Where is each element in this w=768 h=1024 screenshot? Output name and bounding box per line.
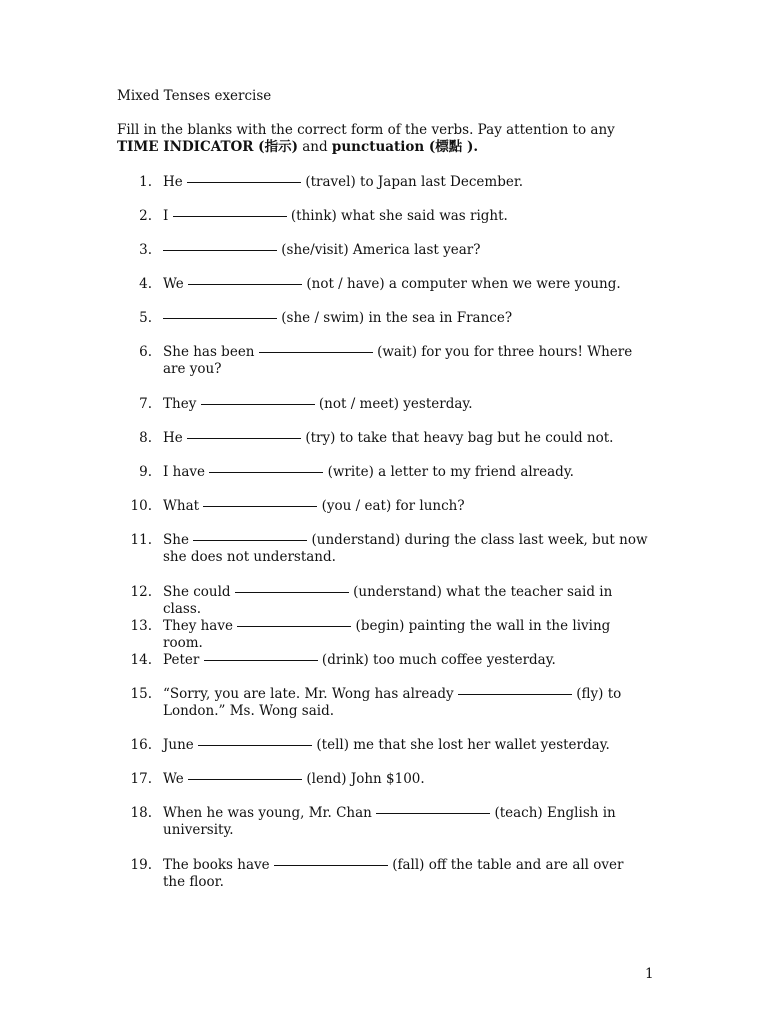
- instructions-text-2: and: [297, 139, 332, 155]
- answer-blank[interactable]: [163, 318, 277, 319]
- question-text: (she / swim) in the sea in France?: [163, 310, 648, 327]
- question-number: 5.: [139, 310, 152, 326]
- question-text: June (tell) me that she lost her wallet yesterday.: [163, 737, 610, 753]
- question-number: 13.: [130, 618, 152, 634]
- answer-blank[interactable]: [235, 592, 349, 593]
- punctuation-label: punctuation (標點 ).: [331, 139, 479, 155]
- question-text: She could (understand) what the teacher said in class.: [163, 584, 613, 617]
- question-text: They (not / meet) yesterday.: [163, 396, 473, 412]
- question-text: He (travel) to Japan last December.: [163, 174, 524, 190]
- question-number: 9.: [139, 464, 152, 480]
- question-text: What (you / eat) for lunch?: [163, 498, 465, 514]
- question-text: The books have (fall) off the table and are all over the floor.: [163, 857, 624, 890]
- question-text: “Sorry, you are late. Mr. Wong has already (fly) to London.” Ms. Wong said.: [163, 686, 622, 719]
- question-text: Peter (drink) too much coffee yesterday.: [163, 652, 556, 668]
- answer-blank[interactable]: [187, 438, 301, 439]
- worksheet-title: Mixed Tenses exercise: [117, 88, 272, 104]
- question-number: 16.: [130, 737, 152, 753]
- page-number: 1: [645, 966, 654, 982]
- answer-blank[interactable]: [173, 216, 287, 217]
- question-text: He (try) to take that heavy bag but he could not.: [163, 430, 614, 446]
- question-number: 10.: [130, 498, 152, 514]
- question-number: 4.: [139, 276, 152, 292]
- answer-blank[interactable]: [259, 352, 373, 353]
- answer-blank[interactable]: [203, 506, 317, 507]
- question-number: 15.: [130, 686, 152, 702]
- question-number: 7.: [139, 396, 152, 412]
- question-number: 14.: [130, 652, 152, 668]
- answer-blank[interactable]: [198, 745, 312, 746]
- question-number: 17.: [130, 771, 152, 787]
- question-number: 2.: [139, 208, 152, 224]
- answer-blank[interactable]: [188, 284, 302, 285]
- question-text: I (think) what she said was right.: [163, 208, 508, 224]
- answer-blank[interactable]: [237, 626, 351, 627]
- question-number: 18.: [130, 805, 152, 821]
- question-number: 3.: [139, 242, 152, 258]
- question-text: They have (begin) painting the wall in the living room.: [163, 618, 611, 651]
- answer-blank[interactable]: [201, 404, 315, 405]
- question-text: When he was young, Mr. Chan (teach) English in university.: [163, 805, 616, 838]
- answer-blank[interactable]: [188, 779, 302, 780]
- question-text: (she/visit) America last year?: [163, 242, 648, 259]
- instructions-text-1: Fill in the blanks with the correct form of the verbs. Pay attention to any: [117, 122, 615, 138]
- answer-blank[interactable]: [274, 865, 388, 866]
- question-number: 12.: [130, 584, 152, 600]
- answer-blank[interactable]: [163, 250, 277, 251]
- time-indicator-label: TIME INDICATOR (指示): [117, 139, 298, 155]
- question-number: 6.: [139, 344, 152, 360]
- answer-blank[interactable]: [376, 813, 490, 814]
- question-number: 19.: [130, 857, 152, 873]
- question-text: She has been (wait) for you for three hours! Where are you?: [163, 344, 633, 377]
- question-text: I have (write) a letter to my friend already.: [163, 464, 574, 480]
- question-number: 11.: [130, 532, 152, 548]
- question-text: We (not / have) a computer when we were young.: [163, 276, 621, 292]
- instructions: [117, 122, 647, 156]
- answer-blank[interactable]: [204, 660, 318, 661]
- question-text: She (understand) during the class last week, but now she does not understand.: [163, 532, 648, 565]
- answer-blank[interactable]: [193, 540, 307, 541]
- question-text: We (lend) John $100.: [163, 771, 425, 787]
- question-number: 8.: [139, 430, 152, 446]
- answer-blank[interactable]: [458, 694, 572, 695]
- question-number: 1.: [139, 174, 152, 190]
- answer-blank[interactable]: [209, 472, 323, 473]
- answer-blank[interactable]: [187, 182, 301, 183]
